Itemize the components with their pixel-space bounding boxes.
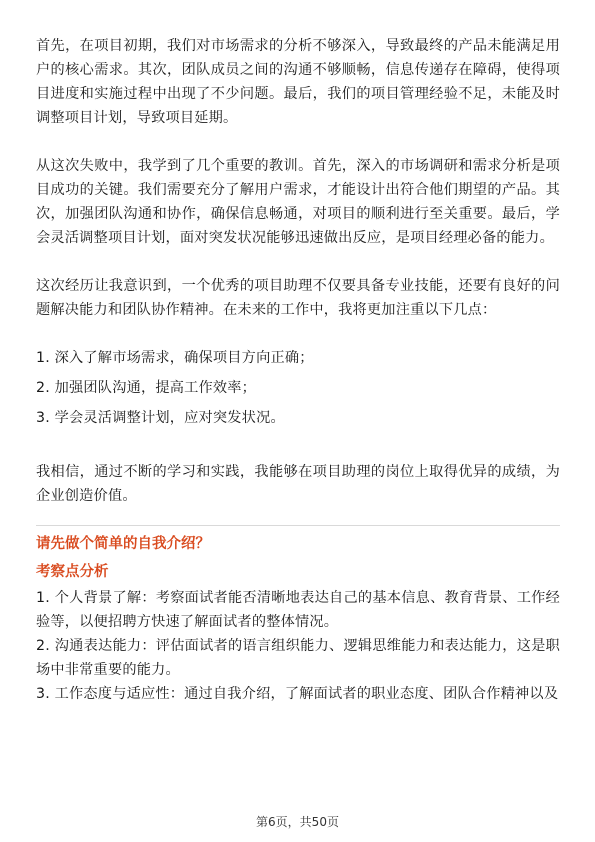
analysis-point: 3. 工作态度与适应性：通过自我介绍，了解面试者的职业态度、团队合作精神以及 (36, 686, 559, 702)
paragraph-failure-reasons: 首先，在项目初期，我们对市场需求的分析不够深入，导致最终的产品未能满足用户的核心需求。其次，团队成员之间的沟通不够顺畅，信息传递存在障碍，使得项目进度和实施过程中出现了不少问题。最后，我们的项目管理经验不足，未能及时调整项目计划，导致项目延期。 (36, 38, 560, 126)
paragraph-closing: 我相信，通过不断的学习和实践，我能够在项目助理的岗位上取得优异的成绩，为企业创造价值。 (36, 464, 560, 504)
section-divider (36, 525, 560, 526)
spacer (36, 436, 560, 460)
question-heading: 请先做个简单的自我介绍？ (36, 536, 210, 552)
paragraph-realization: 这次经历让我意识到，一个优秀的项目助理不仅要具备专业技能，还要有良好的问题解决能力和团队协作精神。在未来的工作中，我将更加注重以下几点： (36, 278, 560, 318)
list-item: 2. 加强团队沟通，提高工作效率； (36, 380, 257, 396)
spacer (36, 250, 560, 274)
document-page (36, 34, 560, 706)
spacer (36, 322, 560, 346)
paragraph-lessons: 从这次失败中，我学到了几个重要的教训。首先，深入的市场调研和需求分析是项目成功的关键。我们需要充分了解用户需求，才能设计出符合他们期望的产品。其次，加强团队沟通和协作，确保信息畅通，对项目的顺利进行至关重要。最后，学会灵活调整项目计划，面对突发状况能够迅速做出反应，是项目经理必备的能力。 (36, 158, 560, 246)
spacer (36, 130, 560, 154)
analysis-point: 2. 沟通表达能力：评估面试者的语言组织能力、逻辑思维能力和表达能力，这是职场中非常重要的能力。 (36, 638, 560, 678)
list-item: 3. 学会灵活调整计划，应对突发状况。 (36, 410, 285, 426)
analysis-point: 1. 个人背景了解：考察面试者能否清晰地表达自己的基本信息、教育背景、工作经验等，以便招聘方快速了解面试者的整体情况。 (36, 590, 560, 630)
analysis-heading: 考察点分析 (36, 564, 109, 580)
page-number-footer: 第6页，共50页 (256, 815, 339, 829)
list-item: 1. 深入了解市场需求，确保项目方向正确； (36, 350, 314, 366)
